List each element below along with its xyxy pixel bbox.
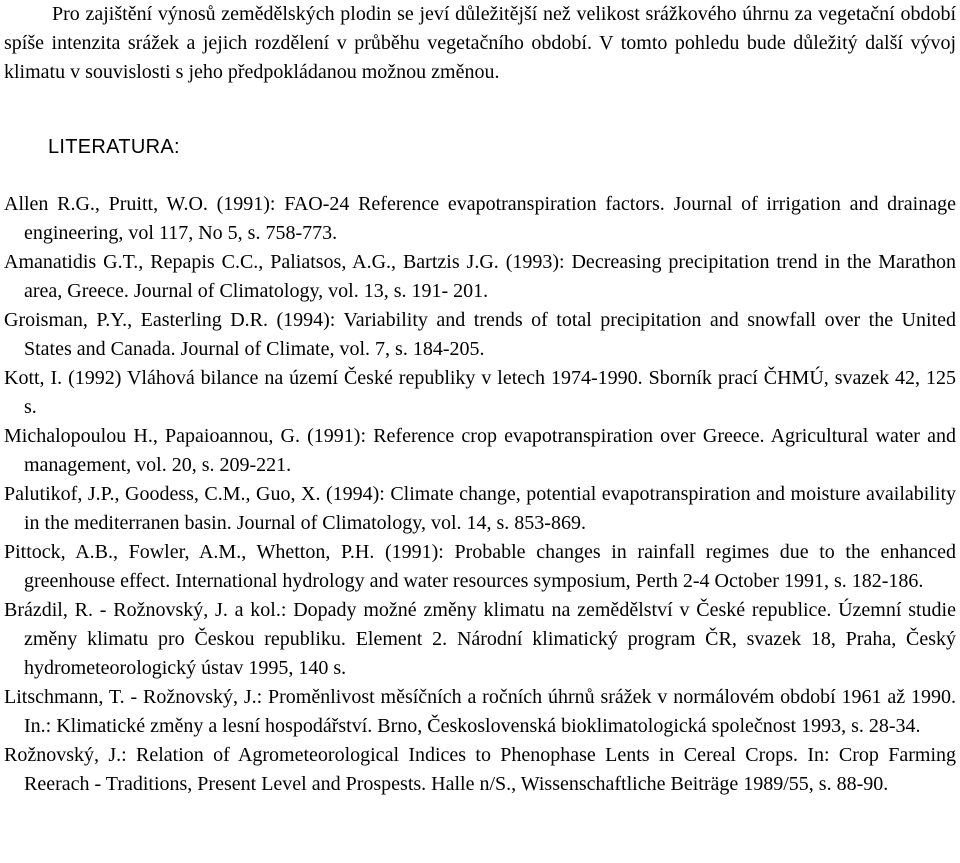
literature-heading: LITERATURA: [48,136,180,158]
reference-item: Allen R.G., Pruitt, W.O. (1991): FAO-24 Reference evapotranspiration factors. Journal of irrigation and drainage engineering, vol 117, No 5, s. 758-773. [4,193,956,244]
reference-item: Pittock, A.B., Fowler, A.M., Whetton, P.H. (1991): Probable changes in rainfall regimes due to the enhanced greenhouse effect. International hydrology and water resources symposium, Perth 2-4 October 1991, s. 182-186. [4,541,956,592]
reference-item: Amanatidis G.T., Repapis C.C., Paliatsos, A.G., Bartzis J.G. (1993): Decreasing precipitation trend in the Marathon area, Greece. Journal of Climatology, vol. 13, s. 191- 201. [4,251,956,302]
reference-item: Litschmann, T. - Rožnovský, J.: Proměnlivost měsíčních a ročních úhrnů srážek v normálovém období 1961 až 1990. In.: Klimatické změny a lesní hospodářství. Brno, Československá bioklimatologická společnost 1993, s. 28-34. [4,686,956,737]
intro-paragraph-text: Pro zajištění výnosů zemědělských plodin se jeví důležitější než velikost srážkového úhrnu za vegetační období spíše intenzita srážek a jejich rozdělení v průběhu vegetačního období. V tomto pohledu bude důležitý další vývoj klimatu v souvislosti s jeho předpokládanou možnou změnou. [4,3,956,83]
intro-paragraph [4,0,956,87]
reference-item: Kott, I. (1992) Vláhová bilance na území České republiky v letech 1974-1990. Sborník prací ČHMÚ, svazek 42, 125 s. [4,367,956,418]
reference-list [4,190,956,799]
reference-item: Brázdil, R. - Rožnovský, J. a kol.: Dopady možné změny klimatu na zemědělství v České republice. Územní studie změny klimatu pro Českou republiku. Element 2. Národní klimatický program ČR, svazek 18, Praha, Český hydrometeorologický ústav 1995, 140 s. [4,599,956,679]
reference-item: Groisman, P.Y., Easterling D.R. (1994): Variability and trends of total precipitation and snowfall over the United States and Canada. Journal of Climate, vol. 7, s. 184-205. [4,309,956,360]
reference-item: Michalopoulou H., Papaioannou, G. (1991): Reference crop evapotranspiration over Greece. Agricultural water and management, vol. 20, s. 209-221. [4,425,956,476]
reference-item: Palutikof, J.P., Goodess, C.M., Guo, X. (1994): Climate change, potential evapotranspiration and moisture availability in the mediterranen basin. Journal of Climatology, vol. 14, s. 853-869. [4,483,956,534]
reference-item: Rožnovský, J.: Relation of Agrometeorological Indices to Phenophase Lents in Cereal Crops. In: Crop Farming Reerach - Traditions, Present Level and Prospests. Halle n/S., Wissenschaftliche Beiträge 1989/55, s. 88-90. [4,744,956,795]
